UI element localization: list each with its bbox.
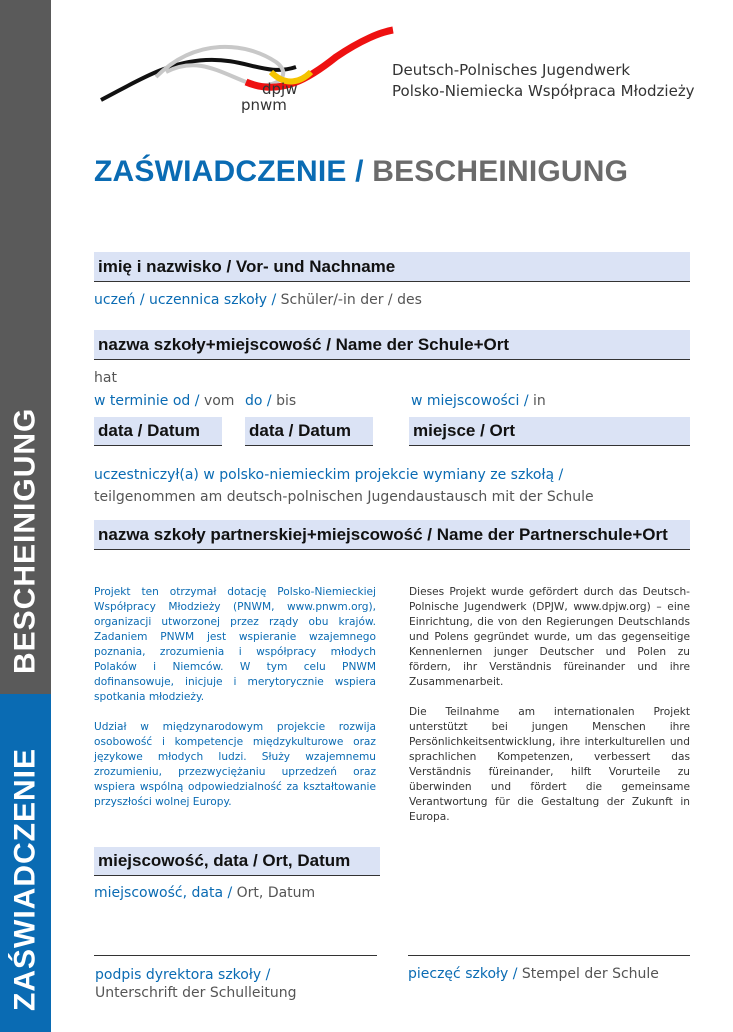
to-label-pl: do / <box>245 393 272 409</box>
place-date-label-pl: miejscowość, data / <box>94 885 233 901</box>
sidebar <box>0 0 51 1032</box>
in-label <box>411 393 546 409</box>
partner-school-field[interactable]: nazwa szkoły partnerskiej+miejscowość / Name der Partnerschule+Ort <box>94 520 690 550</box>
stamp-label-de: Stempel der Schule <box>517 966 659 982</box>
logo-abbr-pnwm: pnwm <box>241 96 287 114</box>
info-pl-paragraph-2: Udział w międzynarodowym projekcie rozwija osobowość i kompetencje międzykulturowe oraz językowe młodych ludzi. Służy wzajemnemu zrozumieniu, przezwyciężaniu uprzedzeń oraz wspiera wspólną odpowiedzialność za kształtowanie przyszłości wolnej Europy. <box>94 721 376 808</box>
to-label <box>245 393 296 409</box>
stamp-label <box>408 966 659 982</box>
logo-line-de: Deutsch-Polnisches Jugendwerk <box>392 61 631 79</box>
sidebar-title-pl: ZAŚWIADCZENIE <box>8 748 42 1012</box>
sidebar-title-de: BESCHEINIGUNG <box>8 407 42 675</box>
student-label <box>94 292 422 308</box>
participated-label-pl <box>94 467 563 483</box>
student-label-de: Schüler/-in der / des <box>276 292 422 308</box>
stamp-line[interactable] <box>408 955 690 956</box>
info-pl-paragraph-1: Projekt ten otrzymał dotację Polsko-Niemieckiej Współpracy Młodzieży (PNWM, www.pnwm.org), organizacji utworzonej przez rządy obu krajów. Zadaniem PNWM jest wspieranie wzajemnego poznania, zrozumienia i współpracy młodych Polaków i Niemców. W tym celu PNWM dofinansowuje, inicjuje i merytorycznie wspiera spotkania młodzieży. <box>94 586 376 703</box>
logo-line-pl: Polsko-Niemiecka Współpraca Młodzieży <box>392 82 695 100</box>
name-field[interactable]: imię i nazwisko / Vor- und Nachname <box>94 252 690 282</box>
stamp-label-pl: pieczęć szkoły / <box>408 966 518 982</box>
signature-label-de: Unterschrift der Schulleitung <box>95 985 297 1001</box>
participated-pl-text: uczestniczył(a) w polsko-niemieckim projekcie wymiany ze szkołą / <box>94 467 564 483</box>
logo-text <box>392 60 695 102</box>
participated-label-de: teilgenommen am deutsch-polnischen Jugendaustausch mit der Schule <box>94 489 594 505</box>
date-to-field[interactable]: data / Datum <box>245 417 373 446</box>
student-label-pl: uczeń / uczennica szkoły / <box>94 292 277 308</box>
in-label-de: in <box>528 393 546 409</box>
signature-label <box>95 966 297 1002</box>
info-text-pl <box>94 585 376 825</box>
info-de-paragraph-1: Dieses Projekt wurde gefördert durch das Deutsch-Polnische Jugendwerk (DPJW, www.dpjw.org) – eine Einrichtung, die von den Regierungen Deutschlands und Polens gegründet wurde, um das gegenseitige Kennenlernen junger Deutscher und Polen zu fördern, ihr Verständnis füreinander und ihre Zusammenarbeit. <box>409 586 690 688</box>
to-label-de: bis <box>271 393 297 409</box>
from-label-pl: w terminie od / <box>94 393 200 409</box>
hat-label: hat <box>94 370 117 386</box>
info-de-paragraph-2: Die Teilnahme am internationalen Projekt unterstützt bei jungen Menschen ihre Persönlichkeitsentwicklung, ihre interkulturellen und sprachlichen Kompetenzen, verbessert das Verständnis füreinander, hilft Vorurteile zu überwinden und fördert die gemeinsame Verantwortung für die Gestaltung der Zukunft in Europa. <box>409 706 690 823</box>
in-label-pl: w miejscowości / <box>411 393 529 409</box>
signature-label-pl: podpis dyrektora szkoły / <box>95 967 271 983</box>
dpjw-logo <box>96 22 396 114</box>
date-from-field[interactable]: data / Datum <box>94 417 222 446</box>
from-label <box>94 393 234 409</box>
title-pl: ZAŚWIADCZENIE / <box>94 155 364 188</box>
place-field[interactable]: miejsce / Ort <box>409 417 690 446</box>
info-text-de <box>409 585 690 840</box>
place-date-label <box>94 885 315 901</box>
place-date-field[interactable]: miejscowość, data / Ort, Datum <box>94 847 380 876</box>
place-date-label-de: Ort, Datum <box>232 885 316 901</box>
signature-line[interactable] <box>94 955 377 956</box>
from-label-de: vom <box>199 393 235 409</box>
page-title <box>94 155 628 189</box>
logo-abbr-dpjw: dpjw <box>262 80 298 98</box>
school-field[interactable]: nazwa szkoły+miejscowość / Name der Schule+Ort <box>94 330 690 360</box>
title-de: BESCHEINIGUNG <box>363 155 629 188</box>
